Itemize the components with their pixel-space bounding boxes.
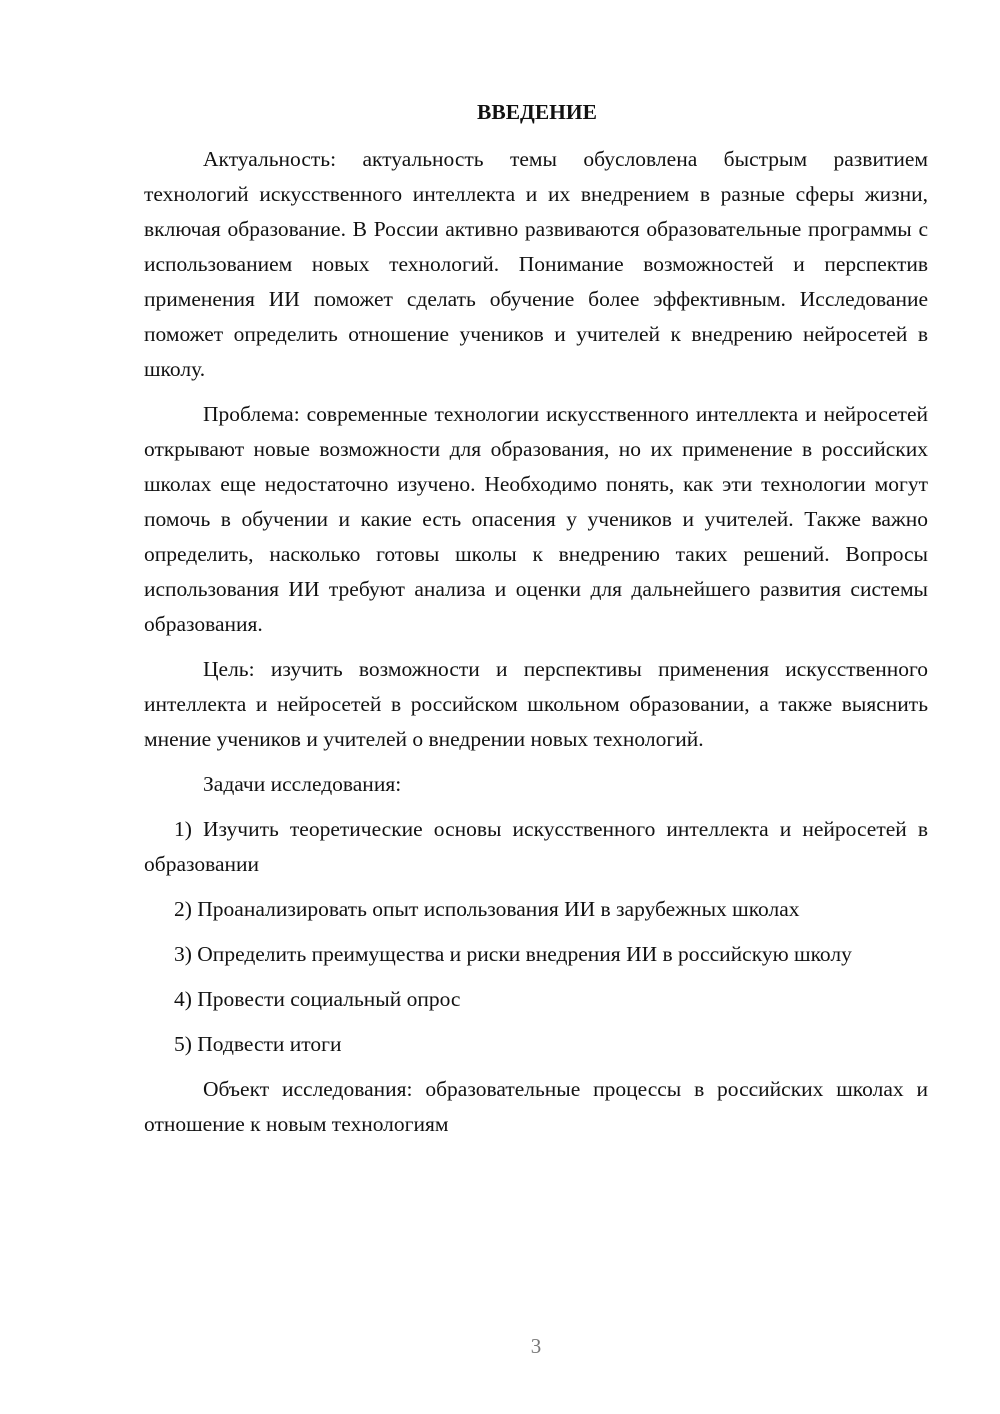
relevance-paragraph: Актуальность: актуальность темы обусловлена быстрым развитием технологий искусственного интеллекта и их внедрением в разные сферы жизни, включая образование. В России активно развиваются образовательные программы с использованием новых технологий. Понимание возможностей и перспектив применения ИИ поможет сделать обучение более эффективным. Исследование поможет определить отношение учеников и учителей к внедрению нейросетей в школу. (144, 147, 928, 381)
tasks-list (144, 812, 928, 1062)
object-paragraph: Объект исследования: образовательные процессы в российских школах и отношение к новым технологиям (144, 1077, 928, 1136)
task-item: 4) Провести социальный опрос (174, 987, 461, 1011)
task-item: 5) Подвести итоги (174, 1032, 342, 1056)
task-item: 3) Определить преимущества и риски внедрения ИИ в российскую школу (174, 942, 852, 966)
page-content (144, 95, 928, 1152)
goal-paragraph: Цель: изучить возможности и перспективы применения искусственного интеллекта и нейросетей в российском школьном образовании, а также выяснить мнение учеников и учителей о внедрении новых технологий. (144, 657, 928, 751)
task-item: 1) Изучить теоретические основы искусственного интеллекта и нейросетей в образовании (144, 817, 928, 876)
task-item: 2) Проанализировать опыт использования ИИ в зарубежных школах (174, 897, 800, 921)
page-title: ВВЕДЕНИЕ (477, 100, 597, 124)
tasks-heading: Задачи исследования: (203, 772, 402, 796)
problem-paragraph: Проблема: современные технологии искусственного интеллекта и нейросетей открывают новые возможности для образования, но их применение в российских школах еще недостаточно изучено. Необходимо понять, как эти технологии могут помочь в обучении и какие есть опасения у учеников и учителей. Также важно определить, насколько готовы школы к внедрению таких решений. Вопросы использования ИИ требуют анализа и оценки для дальнейшего развития системы образования. (144, 402, 928, 636)
page-number: 3 (530, 1334, 542, 1358)
